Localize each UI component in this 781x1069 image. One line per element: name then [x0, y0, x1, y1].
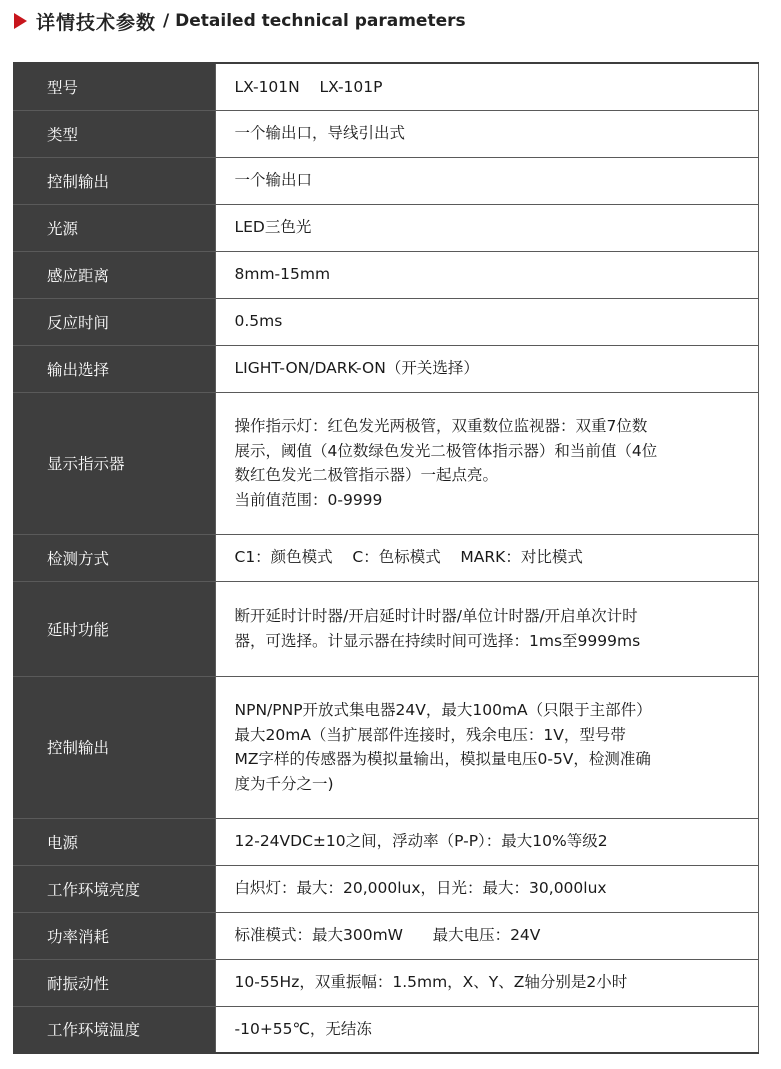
- table-row: [13, 581, 759, 676]
- spec-table: [13, 62, 759, 1054]
- row-label: 工作环境温度: [13, 1006, 215, 1053]
- value-line: 最大20mA（当扩展部件连接时，残余电压：1V，型号带: [234, 725, 626, 744]
- table-row: [13, 818, 759, 865]
- table-row: [13, 865, 759, 912]
- row-label: 电源: [13, 818, 215, 865]
- value-line: 白炽灯：最大：20,000lux，日光：最大：30,000lux: [234, 879, 607, 898]
- row-value: [215, 110, 759, 157]
- row-value: [215, 912, 759, 959]
- row-label: 型号: [13, 63, 215, 110]
- value-line: 一个输出口，导线引出式: [234, 124, 406, 143]
- row-label: 控制输出: [13, 676, 215, 818]
- table-row: [13, 298, 759, 345]
- table-row: [13, 251, 759, 298]
- row-label: 工作环境亮度: [13, 865, 215, 912]
- row-label: 类型: [13, 110, 215, 157]
- table-row: [13, 204, 759, 251]
- value-line: 0.5ms: [234, 312, 283, 331]
- row-label: 显示指示器: [13, 392, 215, 534]
- row-value: [215, 818, 759, 865]
- section-header: [14, 6, 466, 36]
- row-label: 输出选择: [13, 345, 215, 392]
- value-line: -10+55℃，无结冻: [234, 1020, 372, 1038]
- value-line: 操作指示灯：红色发光两极管，双重数位监视器：双重7位数: [234, 417, 648, 435]
- value-line: 数红色发光二极管指示器）一起点亮。: [234, 466, 499, 484]
- value-line: 当前值范围：0-9999: [234, 490, 383, 509]
- row-value: [215, 204, 759, 251]
- row-label: 耐振动性: [13, 959, 215, 1006]
- value-line: 12-24VDC±10之间，浮动率（P-P）：最大10%等级2: [234, 832, 608, 851]
- row-label: 反应时间: [13, 298, 215, 345]
- row-value: [215, 581, 759, 676]
- row-value: [215, 298, 759, 345]
- title-english: / Detailed technical parameters: [163, 11, 466, 31]
- row-value: [215, 1006, 759, 1053]
- value-line: 断开延时计时器/开启延时计时器/单位计时器/开启单次计时: [234, 607, 638, 625]
- value-line: 标准模式：最大300mW 最大电压：24V: [234, 926, 541, 945]
- row-label: 功率消耗: [13, 912, 215, 959]
- table-row: [13, 676, 759, 818]
- row-value: [215, 63, 759, 110]
- row-label: 检测方式: [13, 534, 215, 581]
- value-line: 器，可选择。计显示器在持续时间可选择：1ms至9999ms: [234, 631, 641, 650]
- table-row: [13, 392, 759, 534]
- row-value: [215, 157, 759, 204]
- row-label: 光源: [13, 204, 215, 251]
- value-line: 8mm-15mm: [234, 265, 331, 284]
- spec-table-body: [13, 63, 759, 1053]
- row-value: [215, 345, 759, 392]
- table-row: [13, 63, 759, 110]
- table-row: [13, 912, 759, 959]
- value-line: C1：颜色模式 C：色标模式 MARK：对比模式: [234, 548, 583, 567]
- title-chinese: 详情技术参数: [36, 11, 157, 34]
- row-value: [215, 865, 759, 912]
- table-row: [13, 534, 759, 581]
- value-line: NPN/PNP开放式集电器24V，最大100mA（只限于主部件）: [234, 701, 652, 719]
- value-line: LED三色光: [234, 218, 312, 237]
- value-line: 展示，阈值（4位数绿色发光二极管体指示器）和当前值（4位: [234, 441, 658, 460]
- value-line: 10-55Hz，双重振幅：1.5mm，X、Y、Z轴分别是2小时: [234, 973, 628, 992]
- table-row: [13, 157, 759, 204]
- value-line: MZ字样的传感器为模拟量输出，模拟量电压0-5V，检测准确: [234, 750, 651, 768]
- value-line: 度为千分之一): [234, 774, 334, 793]
- row-label: 延时功能: [13, 581, 215, 676]
- value-line: LX-101N LX-101P: [234, 77, 383, 96]
- row-value: [215, 959, 759, 1006]
- table-row: [13, 110, 759, 157]
- value-line: LIGHT-ON/DARK-ON（开关选择）: [234, 359, 479, 378]
- table-row: [13, 959, 759, 1006]
- row-value: [215, 251, 759, 298]
- row-value: [215, 392, 759, 534]
- table-row: [13, 345, 759, 392]
- value-line: 一个输出口: [234, 171, 313, 190]
- row-label: 感应距离: [13, 251, 215, 298]
- table-row: [13, 1006, 759, 1053]
- row-value: [215, 676, 759, 818]
- row-label: 控制输出: [13, 157, 215, 204]
- row-value: [215, 534, 759, 581]
- triangle-arrow-icon: [14, 13, 27, 29]
